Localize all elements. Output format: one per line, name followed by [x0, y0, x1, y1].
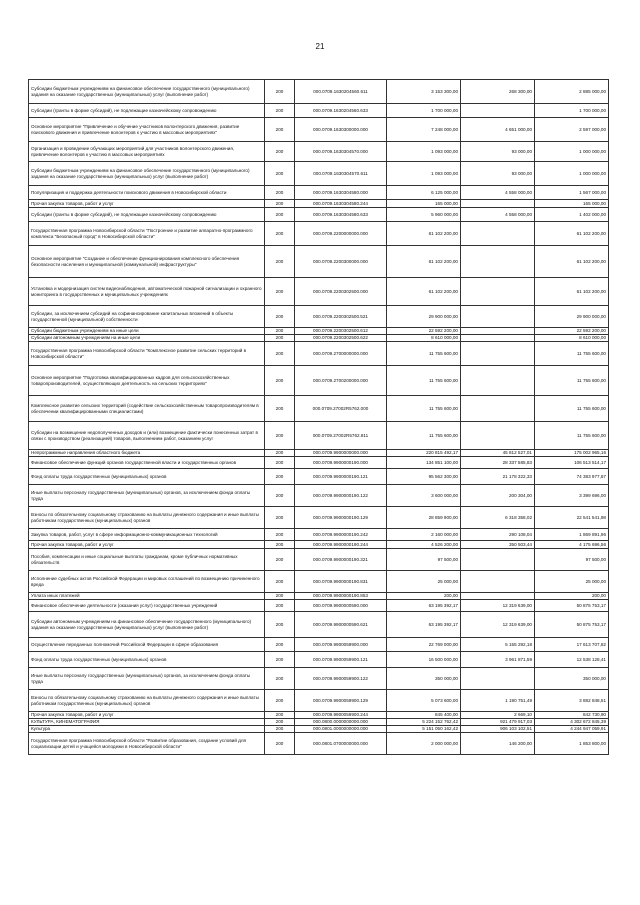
table-row — [29, 450, 609, 457]
row-code: 200 — [265, 549, 295, 571]
classification-code: 000.0709.9900059900.129 — [295, 690, 387, 712]
executed-amount — [461, 200, 535, 208]
table-row — [29, 469, 609, 485]
approved-amount: 95 562 300,00 — [387, 469, 461, 485]
executed-amount: 268 300,00 — [461, 80, 535, 104]
table-row — [29, 638, 609, 652]
row-code: 200 — [265, 80, 295, 104]
unexecuted-amount: 1 000 000,00 — [535, 162, 609, 186]
approved-amount: 1 093 000,00 — [387, 142, 461, 162]
executed-amount: 290 108,04 — [461, 529, 535, 541]
classification-code: 000.0709.9900000190.121 — [295, 469, 387, 485]
table-row — [29, 80, 609, 104]
row-code: 200 — [265, 422, 295, 450]
unexecuted-amount: 3 882 848,51 — [535, 690, 609, 712]
row-code: 200 — [265, 342, 295, 366]
table-row — [29, 104, 609, 118]
classification-code: 000.0709.9900000000.000 — [295, 450, 387, 457]
executed-amount: 2 669,10 — [461, 712, 535, 719]
classification-code: 000.0709.9900000190.853 — [295, 593, 387, 600]
executed-amount: 200 304,00 — [461, 485, 535, 507]
table-row — [29, 719, 609, 726]
budget-item-name: Субсидии (гранты в форме субсидий), не подлежащие казначейскому сопровождению — [29, 104, 265, 118]
approved-amount: 5 073 600,00 — [387, 690, 461, 712]
table-row — [29, 366, 609, 396]
approved-amount: 2 000 000,00 — [387, 733, 461, 755]
approved-amount: 5 151 050 162,42 — [387, 726, 461, 733]
budget-item-name: Организация и проведение обучающих мероприятий для участников волонтерского движения, привлечение волонтеров к участию в массовых мероприятиях — [29, 142, 265, 162]
unexecuted-amount: 200,00 — [535, 593, 609, 600]
table-row — [29, 278, 609, 306]
unexecuted-amount: 61 102 200,00 — [535, 246, 609, 278]
executed-amount — [461, 549, 535, 571]
classification-code: 000.0709.9900059900.122 — [295, 668, 387, 690]
approved-amount: 8 610 000,00 — [387, 335, 461, 342]
unexecuted-amount: 4 302 672 845,39 — [535, 719, 609, 726]
row-code: 200 — [265, 593, 295, 600]
unexecuted-amount: 74 383 977,67 — [535, 469, 609, 485]
classification-code: 000.0709.1630304570.611 — [295, 162, 387, 186]
unexecuted-amount: 1 000 000,00 — [535, 142, 609, 162]
executed-amount: 146 200,00 — [461, 733, 535, 755]
classification-code: 000.0709.9900059900.244 — [295, 712, 387, 719]
budget-item-name: Закупка товаров, работ, услуг в сфере информационно-коммуникационных технологий — [29, 529, 265, 541]
approved-amount: 5 224 152 762,42 — [387, 719, 461, 726]
budget-item-name: Государственная программа Новосибирской области "Развитие образования, создание условий для социализации детей и учащейся молодежи в Новосибирской области" — [29, 733, 265, 755]
classification-code: 000.0709.9900000190.321 — [295, 549, 387, 571]
classification-code: 000.0709.9900000190.000 — [295, 457, 387, 469]
unexecuted-amount: 2 885 000,00 — [535, 80, 609, 104]
table-row — [29, 652, 609, 668]
classification-code: 000.0709.2200302500.000 — [295, 278, 387, 306]
budget-item-name: Исполнение судебных актов Российской Федерации и мировых соглашений по возмещению причиненного вреда — [29, 571, 265, 593]
budget-item-name: Основное мероприятие "Привлечение и обучение участников волонтерского движения, развитие поискового движения и привлечение волонтеров к участию в массовых мероприятиях" — [29, 118, 265, 142]
row-code: 200 — [265, 612, 295, 638]
row-code: 200 — [265, 104, 295, 118]
unexecuted-amount: 3 399 696,00 — [535, 485, 609, 507]
executed-amount — [461, 366, 535, 396]
row-code: 200 — [265, 142, 295, 162]
classification-code: 000.0709.9900000190.244 — [295, 541, 387, 549]
approved-amount: 61 102 200,00 — [387, 278, 461, 306]
unexecuted-amount: 106 513 514,17 — [535, 457, 609, 469]
table-row — [29, 485, 609, 507]
budget-item-name: Субсидии (гранты в форме субсидий), не подлежащие казначейскому сопровождению — [29, 208, 265, 222]
budget-item-name: Популяризация и поддержка деятельности поискового движения в Новосибирской области — [29, 186, 265, 200]
table-row — [29, 690, 609, 712]
classification-code: 000.0709.9900000190.831 — [295, 571, 387, 593]
executed-amount — [461, 278, 535, 306]
executed-amount: 921 479 917,03 — [461, 719, 535, 726]
table-row — [29, 529, 609, 541]
row-code: 200 — [265, 571, 295, 593]
table-body — [29, 80, 609, 755]
budget-item-name: Фонд оплаты труда государственных (муниципальных) органов — [29, 469, 265, 485]
table-row — [29, 335, 609, 342]
budget-item-name: Непрограммные направления областного бюджета — [29, 450, 265, 457]
table-row — [29, 422, 609, 450]
row-code: 200 — [265, 668, 295, 690]
table-row — [29, 162, 609, 186]
classification-code: 000.0709.9900000190.129 — [295, 507, 387, 529]
executed-amount: 93 000,00 — [461, 162, 535, 186]
unexecuted-amount: 61 102 200,00 — [535, 278, 609, 306]
row-code: 200 — [265, 652, 295, 668]
classification-code: 000.0709.27002R5762.000 — [295, 396, 387, 422]
row-code: 200 — [265, 507, 295, 529]
executed-amount: 12 319 639,00 — [461, 612, 535, 638]
executed-amount: 5 155 292,18 — [461, 638, 535, 652]
executed-amount — [461, 422, 535, 450]
table-row — [29, 549, 609, 571]
table-row — [29, 712, 609, 719]
unexecuted-amount: 4 175 696,56 — [535, 541, 609, 549]
executed-amount — [461, 104, 535, 118]
executed-amount — [461, 571, 535, 593]
classification-code: 000.0800.0000000000.000 — [295, 719, 387, 726]
classification-code: 000.0709.2200000000.000 — [295, 222, 387, 246]
classification-code: 000.0801.0000000000.000 — [295, 726, 387, 733]
row-code: 200 — [265, 306, 295, 328]
approved-amount: 25 000,00 — [387, 571, 461, 593]
classification-code: 000.0709.2700200000.000 — [295, 366, 387, 396]
approved-amount: 61 102 200,00 — [387, 246, 461, 278]
table-row — [29, 612, 609, 638]
classification-code: 000.0709.9900059900.121 — [295, 652, 387, 668]
approved-amount: 22 769 000,00 — [387, 638, 461, 652]
executed-amount: 906 103 102,51 — [461, 726, 535, 733]
classification-code: 000.0709.2200302500.521 — [295, 306, 387, 328]
executed-amount: 21 178 322,33 — [461, 469, 535, 485]
budget-item-name: Субсидии бюджетным учреждениям на финансовое обеспечение государственного (муниципального) задания на оказание государственных (муниципальных) услуг (выполнение работ) — [29, 162, 265, 186]
budget-item-name: Взносы по обязательному социальному страхованию на выплаты денежного содержания и иные выплаты работникам государственных (муниципальных) органов — [29, 507, 265, 529]
unexecuted-amount: 1 700 000,00 — [535, 104, 609, 118]
executed-amount: 93 000,00 — [461, 142, 535, 162]
classification-code: 000.0709.9900059900.000 — [295, 638, 387, 652]
budget-item-name: Уплата иных платежей — [29, 593, 265, 600]
approved-amount: 29 900 000,00 — [387, 306, 461, 328]
budget-item-name: Иные выплаты персоналу государственных (муниципальных) органов, за исключением фонда оплаты труда — [29, 485, 265, 507]
table-row — [29, 571, 609, 593]
table-row — [29, 142, 609, 162]
budget-item-name: Прочая закупка товаров, работ и услуг — [29, 541, 265, 549]
table-row — [29, 507, 609, 529]
classification-code: 000.0709.1630300000.000 — [295, 118, 387, 142]
table-row — [29, 222, 609, 246]
table-row — [29, 396, 609, 422]
executed-amount: 12 319 639,00 — [461, 600, 535, 612]
unexecuted-amount: 22 592 200,00 — [535, 328, 609, 335]
approved-amount: 5 960 000,00 — [387, 208, 461, 222]
budget-item-name: Субсидии на возмещение недополученных доходов и (или) возмещение фактически понесенных затрат в связи с производством (реализацией) товаров, выполнением работ, оказанием услуг — [29, 422, 265, 450]
classification-code: 000.0709.1630304580.633 — [295, 208, 387, 222]
table-row — [29, 306, 609, 328]
unexecuted-amount: 11 755 600,00 — [535, 422, 609, 450]
row-code: 200 — [265, 186, 295, 200]
budget-item-name: Основное мероприятие "Подготовка квалифицированных кадров для сельскохозяйственных товаропроизводителей, осуществляющих деятельность на сельских территориях" — [29, 366, 265, 396]
row-code: 200 — [265, 733, 295, 755]
budget-item-name: КУЛЬТУРА, КИНЕМАТОГРАФИЯ — [29, 719, 265, 726]
unexecuted-amount: 97 500,00 — [535, 549, 609, 571]
classification-code: 000.0709.2200302500.622 — [295, 335, 387, 342]
table-row — [29, 246, 609, 278]
unexecuted-amount: 8 610 000,00 — [535, 335, 609, 342]
executed-amount — [461, 328, 535, 335]
classification-code: 000.0709.9900000190.242 — [295, 529, 387, 541]
approved-amount: 22 592 200,00 — [387, 328, 461, 335]
budget-item-name: Осуществление переданных полномочий Российской Федерации в сфере образования — [29, 638, 265, 652]
executed-amount — [461, 342, 535, 366]
row-code: 200 — [265, 396, 295, 422]
unexecuted-amount: 11 755 600,00 — [535, 396, 609, 422]
classification-code: 000.0709.9900000590.621 — [295, 612, 387, 638]
table-row — [29, 733, 609, 755]
approved-amount: 3 153 300,00 — [387, 80, 461, 104]
budget-execution-table — [28, 79, 609, 755]
table-row — [29, 457, 609, 469]
classification-code: 000.0709.2200300000.000 — [295, 246, 387, 278]
budget-item-name: Взносы по обязательному социальному страхованию на выплаты денежного содержания и иные выплаты работникам государственных (муниципальных) органов — [29, 690, 265, 712]
approved-amount: 165 000,00 — [387, 200, 461, 208]
budget-item-name: Установка и модернизация систем видеонаблюдения, автоматической пожарной сигнализации и охранного мониторинга в государственных и муниципальных учреждениях — [29, 278, 265, 306]
approved-amount: 350 000,00 — [387, 668, 461, 690]
approved-amount: 97 500,00 — [387, 549, 461, 571]
executed-amount — [461, 335, 535, 342]
row-code: 200 — [265, 118, 295, 142]
row-code: 200 — [265, 208, 295, 222]
unexecuted-amount: 165 000,00 — [535, 200, 609, 208]
approved-amount: 11 755 600,00 — [387, 366, 461, 396]
table-row — [29, 342, 609, 366]
row-code: 200 — [265, 638, 295, 652]
budget-item-name: Культура — [29, 726, 265, 733]
budget-item-name: Государственная программа Новосибирской области "Комплексное развитие сельских территорий в Новосибирской области" — [29, 342, 265, 366]
row-code: 200 — [265, 529, 295, 541]
approved-amount: 220 815 492,17 — [387, 450, 461, 457]
unexecuted-amount: 29 900 000,00 — [535, 306, 609, 328]
approved-amount: 2 160 000,00 — [387, 529, 461, 541]
unexecuted-amount: 350 000,00 — [535, 668, 609, 690]
unexecuted-amount: 1 567 000,00 — [535, 186, 609, 200]
row-code: 200 — [265, 450, 295, 457]
classification-code: 000.0709.2200302500.612 — [295, 328, 387, 335]
unexecuted-amount: 2 597 000,00 — [535, 118, 609, 142]
table-row — [29, 726, 609, 733]
row-code: 200 — [265, 600, 295, 612]
executed-amount: 4 558 000,00 — [461, 208, 535, 222]
row-code: 200 — [265, 726, 295, 733]
approved-amount: 63 195 392,17 — [387, 600, 461, 612]
executed-amount: 4 651 000,00 — [461, 118, 535, 142]
approved-amount: 11 755 600,00 — [387, 422, 461, 450]
table-row — [29, 668, 609, 690]
executed-amount — [461, 396, 535, 422]
executed-amount: 350 503,44 — [461, 541, 535, 549]
page-number: 21 — [315, 42, 325, 51]
executed-amount: 1 190 751,49 — [461, 690, 535, 712]
unexecuted-amount: 842 730,90 — [535, 712, 609, 719]
approved-amount: 11 755 600,00 — [387, 396, 461, 422]
approved-amount: 4 526 200,00 — [387, 541, 461, 549]
budget-item-name: Прочая закупка товаров, работ и услуг — [29, 712, 265, 719]
row-code: 200 — [265, 712, 295, 719]
unexecuted-amount: 50 875 753,17 — [535, 600, 609, 612]
executed-amount — [461, 593, 535, 600]
approved-amount: 16 500 000,00 — [387, 652, 461, 668]
executed-amount: 28 337 585,83 — [461, 457, 535, 469]
classification-code: 000.0709.1630204560.611 — [295, 80, 387, 104]
row-code: 200 — [265, 719, 295, 726]
row-code: 200 — [265, 690, 295, 712]
budget-item-name: Субсидии автономным учреждениям на финансовое обеспечение государственного (муниципального) задания на оказание государственных (муниципальных) услуг (выполнение работ) — [29, 612, 265, 638]
table-row — [29, 593, 609, 600]
classification-code: 000.0709.9900000590.000 — [295, 600, 387, 612]
row-code: 200 — [265, 200, 295, 208]
table-row — [29, 186, 609, 200]
approved-amount: 28 859 900,00 — [387, 507, 461, 529]
budget-item-name: Субсидии, за исключением субсидий на софинансирование капитальных вложений в объекты государственной (муниципальной) собственности — [29, 306, 265, 328]
row-code: 200 — [265, 278, 295, 306]
unexecuted-amount: 61 102 200,00 — [535, 222, 609, 246]
budget-item-name: Субсидии бюджетным учреждениям на финансовое обеспечение государственного (муниципального) задания на оказание государственных (муниципальных) услуг (выполнение работ) — [29, 80, 265, 104]
executed-amount — [461, 246, 535, 278]
classification-code: 000.0709.1630304570.000 — [295, 142, 387, 162]
approved-amount: 845 400,00 — [387, 712, 461, 719]
budget-item-name: Финансовое обеспечение функций органов государственной власти и государственных органов — [29, 457, 265, 469]
budget-item-name: Субсидии бюджетным учреждениям на иные цели — [29, 328, 265, 335]
table-row — [29, 600, 609, 612]
classification-code: 000.0709.1630304580.000 — [295, 186, 387, 200]
approved-amount: 6 125 000,00 — [387, 186, 461, 200]
executed-amount — [461, 306, 535, 328]
classification-code: 000.0709.2700000000.000 — [295, 342, 387, 366]
unexecuted-amount: 175 002 965,16 — [535, 450, 609, 457]
budget-item-name: Финансовое обеспечение деятельности (оказания услуг) государственных учреждений — [29, 600, 265, 612]
executed-amount: 45 812 527,01 — [461, 450, 535, 457]
approved-amount: 134 851 100,00 — [387, 457, 461, 469]
table-row — [29, 200, 609, 208]
classification-code: 000.0709.1630204560.633 — [295, 104, 387, 118]
approved-amount: 61 102 200,00 — [387, 222, 461, 246]
executed-amount — [461, 222, 535, 246]
row-code: 200 — [265, 366, 295, 396]
table-row — [29, 118, 609, 142]
budget-item-name: Комплексное развитие сельских территорий (содействие сельскохозяйственным товаропроизводителям в обеспечении квалифицированными специалистами) — [29, 396, 265, 422]
classification-code: 000.0801.0700000000.000 — [295, 733, 387, 755]
budget-item-name: Прочая закупка товаров, работ и услуг — [29, 200, 265, 208]
row-code: 200 — [265, 222, 295, 246]
classification-code: 000.0709.1630304580.244 — [295, 200, 387, 208]
classification-code: 000.0709.9900000190.122 — [295, 485, 387, 507]
row-code: 200 — [265, 246, 295, 278]
approved-amount: 11 755 600,00 — [387, 342, 461, 366]
budget-item-name: Государственная программа Новосибирской области "Построение и развитие аппаратно-программного комплекса "Безопасный город" в Новосибирской области" — [29, 222, 265, 246]
unexecuted-amount: 11 755 600,00 — [535, 366, 609, 396]
unexecuted-amount: 1 853 800,00 — [535, 733, 609, 755]
row-code: 200 — [265, 469, 295, 485]
budget-item-name: Субсидии автономным учреждениям на иные цели — [29, 335, 265, 342]
unexecuted-amount: 1 402 000,00 — [535, 208, 609, 222]
approved-amount: 1 700 000,00 — [387, 104, 461, 118]
budget-item-name: Основное мероприятие "Создание и обеспечение функционирования комплексного обеспечения безопасности населения и муниципальной (коммунальной) инфраструктуры" — [29, 246, 265, 278]
table-row — [29, 328, 609, 335]
executed-amount: 3 961 871,59 — [461, 652, 535, 668]
budget-item-name: Иные выплаты персоналу государственных (муниципальных) органов, за исключением фонда оплаты труда — [29, 668, 265, 690]
classification-code: 000.0709.27002R5762.811 — [295, 422, 387, 450]
row-code: 200 — [265, 485, 295, 507]
row-code: 200 — [265, 162, 295, 186]
unexecuted-amount: 22 541 541,98 — [535, 507, 609, 529]
budget-item-name: Пособия, компенсации и иные социальные выплаты гражданам, кроме публичных нормативных обязательств — [29, 549, 265, 571]
unexecuted-amount: 11 755 600,00 — [535, 342, 609, 366]
approved-amount: 3 600 000,00 — [387, 485, 461, 507]
unexecuted-amount: 50 875 753,17 — [535, 612, 609, 638]
row-code: 200 — [265, 541, 295, 549]
row-code: 200 — [265, 457, 295, 469]
unexecuted-amount: 17 613 707,82 — [535, 638, 609, 652]
unexecuted-amount: 12 538 128,41 — [535, 652, 609, 668]
executed-amount: 6 318 358,02 — [461, 507, 535, 529]
approved-amount: 63 195 392,17 — [387, 612, 461, 638]
approved-amount: 1 093 000,00 — [387, 162, 461, 186]
unexecuted-amount: 25 000,00 — [535, 571, 609, 593]
unexecuted-amount: 4 244 947 059,91 — [535, 726, 609, 733]
row-code: 200 — [265, 328, 295, 335]
approved-amount: 7 248 000,00 — [387, 118, 461, 142]
executed-amount: 4 558 000,00 — [461, 186, 535, 200]
budget-item-name: Фонд оплаты труда государственных (муниципальных) органов — [29, 652, 265, 668]
row-code: 200 — [265, 335, 295, 342]
unexecuted-amount: 1 869 891,96 — [535, 529, 609, 541]
executed-amount — [461, 668, 535, 690]
approved-amount: 200,00 — [387, 593, 461, 600]
table-row — [29, 208, 609, 222]
table-row — [29, 541, 609, 549]
